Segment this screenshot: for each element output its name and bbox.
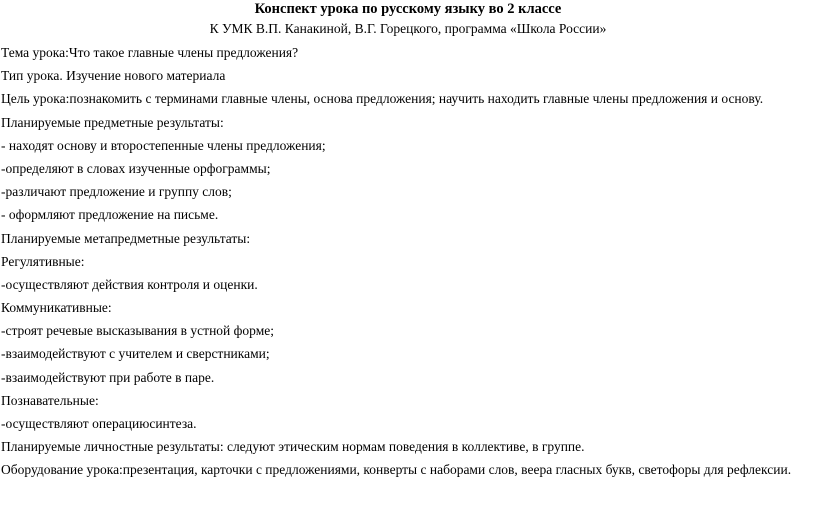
communicative-item: -взаимодействуют при работе в паре. [1, 369, 215, 385]
metasubject-results-heading: Планируемые метапредметные результаты: [1, 230, 251, 246]
cognitive-item: -осуществляют операциюсинтеза. [1, 416, 197, 431]
document-title: Конспект урока по русскому языку во 2 классе [254, 1, 562, 17]
lesson-equipment: Оборудование урока:презентация, карточки с предложениями, конверты с наборами слов, веера гласных букв, светофоры для рефлексии. [1, 462, 792, 478]
communicative-heading: Коммуникативные: [1, 300, 112, 316]
regulative-heading: Регулятивные: [1, 253, 85, 269]
communicative-item: -взаимодействуют с учителем и сверстниками; [1, 346, 270, 362]
cognitive-heading: Познавательные: [1, 392, 99, 408]
subject-result-item: - оформляют предложение на письме. [1, 207, 219, 223]
lesson-topic: Тема урока:Что такое главные члены предложения? [1, 45, 299, 60]
lesson-goal: Цель урока:познакомить с терминами главные члены, основа предложения; научить находить главные члены предложения и основу. [1, 91, 764, 107]
personal-results: Планируемые личностные результаты: следуют этическим нормам поведения в коллективе, в группе. [1, 439, 585, 455]
subject-result-item: -определяют в словах изученные орфограммы; [1, 160, 271, 176]
document-body [1, 44, 813, 485]
lesson-type: Тип урока. Изучение нового материала [1, 68, 226, 84]
document-subtitle: К УМК В.П. Канакиной, В.Г. Горецкого, программа «Школа России» [209, 21, 607, 36]
subject-results-heading: Планируемые предметные результаты: [1, 114, 224, 130]
communicative-item: -строят речевые высказывания в устной форме; [1, 323, 274, 339]
subject-result-item: - находят основу и второстепенные члены предложения; [1, 137, 326, 153]
subject-result-item: -различают предложение и группу слов; [1, 184, 232, 200]
regulative-item: -осуществляют действия контроля и оценки. [1, 276, 258, 292]
